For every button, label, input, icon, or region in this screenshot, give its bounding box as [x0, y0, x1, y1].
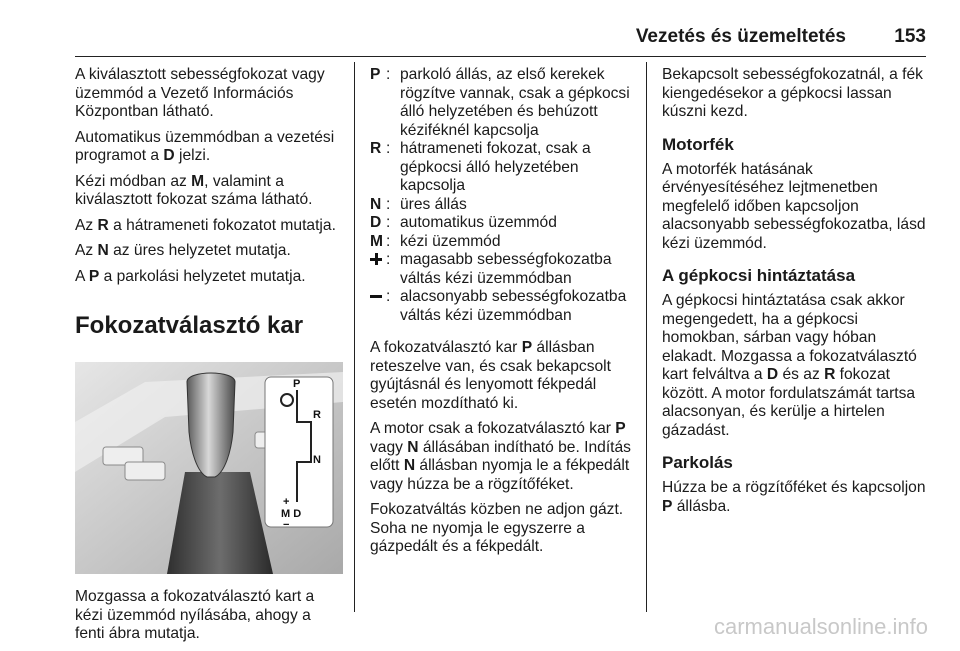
paragraph-creep: Bekapcsolt sebességfokozatnál, a fék kiengedésekor a gépkocsi lassan kúszni kezd.	[662, 66, 923, 120]
gear-selector-illustration	[75, 362, 343, 574]
console-button	[125, 462, 165, 480]
plus-icon	[370, 253, 382, 265]
gear-pattern-panel	[265, 377, 333, 527]
gear-label-p: P	[293, 378, 301, 390]
paragraph-park: A P a parkolási helyzetet mutatja.	[75, 267, 306, 285]
list-item: N : üres állás	[370, 195, 467, 213]
paragraph-engine-brake: A motorfék hatásának érvényesítéséhez lejtmenetben megfelelő időben kapcsoljon alacsonyabb sebességfokozatba, lásd kézi üzemmód.	[662, 160, 926, 252]
column-middle	[370, 66, 635, 564]
list-item: D : automatikus üzemmód	[370, 214, 557, 231]
paragraph-neutral: Az N az üres helyzetet mutatja.	[75, 242, 291, 259]
section-heading-selector-lever: Fokozatválasztó kar	[75, 312, 304, 339]
paragraph-parking: Húzza be a rögzítőféket és kapcsoljon P állásba.	[662, 479, 926, 515]
section-heading-rocking: A gépkocsi hintáztatása	[662, 266, 856, 285]
gear-label-n: N	[313, 454, 321, 466]
page-header	[75, 28, 926, 52]
gear-label-minus: −	[283, 519, 290, 531]
paragraph-engine-start: A motor csak a fokozatválasztó kar P vagy N állásában indítható be. Indítás előtt N állásban nyomja le a fékpedált vagy húzza be a rögzítőféket.	[370, 420, 631, 493]
section-heading-parking: Parkolás	[662, 453, 733, 472]
paragraph-manual-mode: Kézi módban az M, valamint a kiválasztott fokozat száma látható.	[75, 172, 313, 208]
list-item: R : hátrameneti fokozat, csak a gépkocsi álló helyzetében kapcsolja	[370, 140, 591, 194]
gear-label-plus: +	[283, 496, 290, 508]
list-item: : alacsonyabb sebességfokozatba váltás kézi üzemmódban	[370, 288, 635, 325]
gear-label-r: R	[313, 409, 321, 421]
list-item: P : parkoló állás, az első kerekek rögzítve vannak, csak a gépkocsi álló helyzetében és behúzott kéziféknél kapcsolja	[370, 66, 630, 139]
paragraph-reverse: Az R a hátrameneti fokozatot mutatja.	[75, 216, 336, 234]
minus-icon	[370, 290, 382, 302]
paragraph-selected-gear: A kiválasztott sebességfokozat vagy üzemmód a Vezető Információs Központban látható.	[75, 66, 325, 120]
column-right	[662, 66, 927, 523]
paragraph-rocking: A gépkocsi hintáztatása csak akkor megengedett, ha a gépkocsi homokban, sárban vagy hóban elakadt. Mozgassa a fokozatválasztó kart felváltva a D és az R fokozat között. A motor fordulatszámát tartsa alacsonyan, és kerülje a hirtelen gázadást.	[662, 292, 917, 439]
column-divider-2	[646, 62, 647, 612]
header-rule	[75, 56, 926, 57]
page-section-title: Vezetés és üzemeltetés	[635, 26, 846, 47]
column-divider-1	[354, 62, 355, 612]
paragraph-lever-lock: A fokozatválasztó kar P állásban reteszelve van, és csak bekapcsolt gyújtásnál és lenyomott fékpedál esetén mozdítható ki.	[370, 339, 611, 412]
paragraph-move-lever: Mozgassa a fokozatválasztó kart a kézi üzemmód nyílásába, ahogy a fenti ábra mutatja.	[75, 588, 315, 642]
list-item: : magasabb sebességfokozatba váltás kézi üzemmódban	[370, 251, 635, 288]
paragraph-automatic-mode: Automatikus üzemmódban a vezetési programot a D jelzi.	[75, 128, 335, 164]
gear-positions-list	[370, 66, 635, 325]
gear-selector-photo	[75, 362, 343, 574]
column-left	[75, 66, 343, 651]
section-heading-engine-brake: Motorfék	[662, 134, 734, 154]
watermark: carmanualsonline.info	[713, 613, 928, 639]
page-number: 153	[894, 26, 926, 47]
paragraph-shift-warning: Fokozatváltás közben ne adjon gázt. Soha ne nyomja le egyszerre a gázpedált és a fékpedált.	[370, 501, 624, 555]
list-item: M : kézi üzemmód	[370, 232, 501, 250]
gear-label-md: M D	[281, 508, 302, 520]
